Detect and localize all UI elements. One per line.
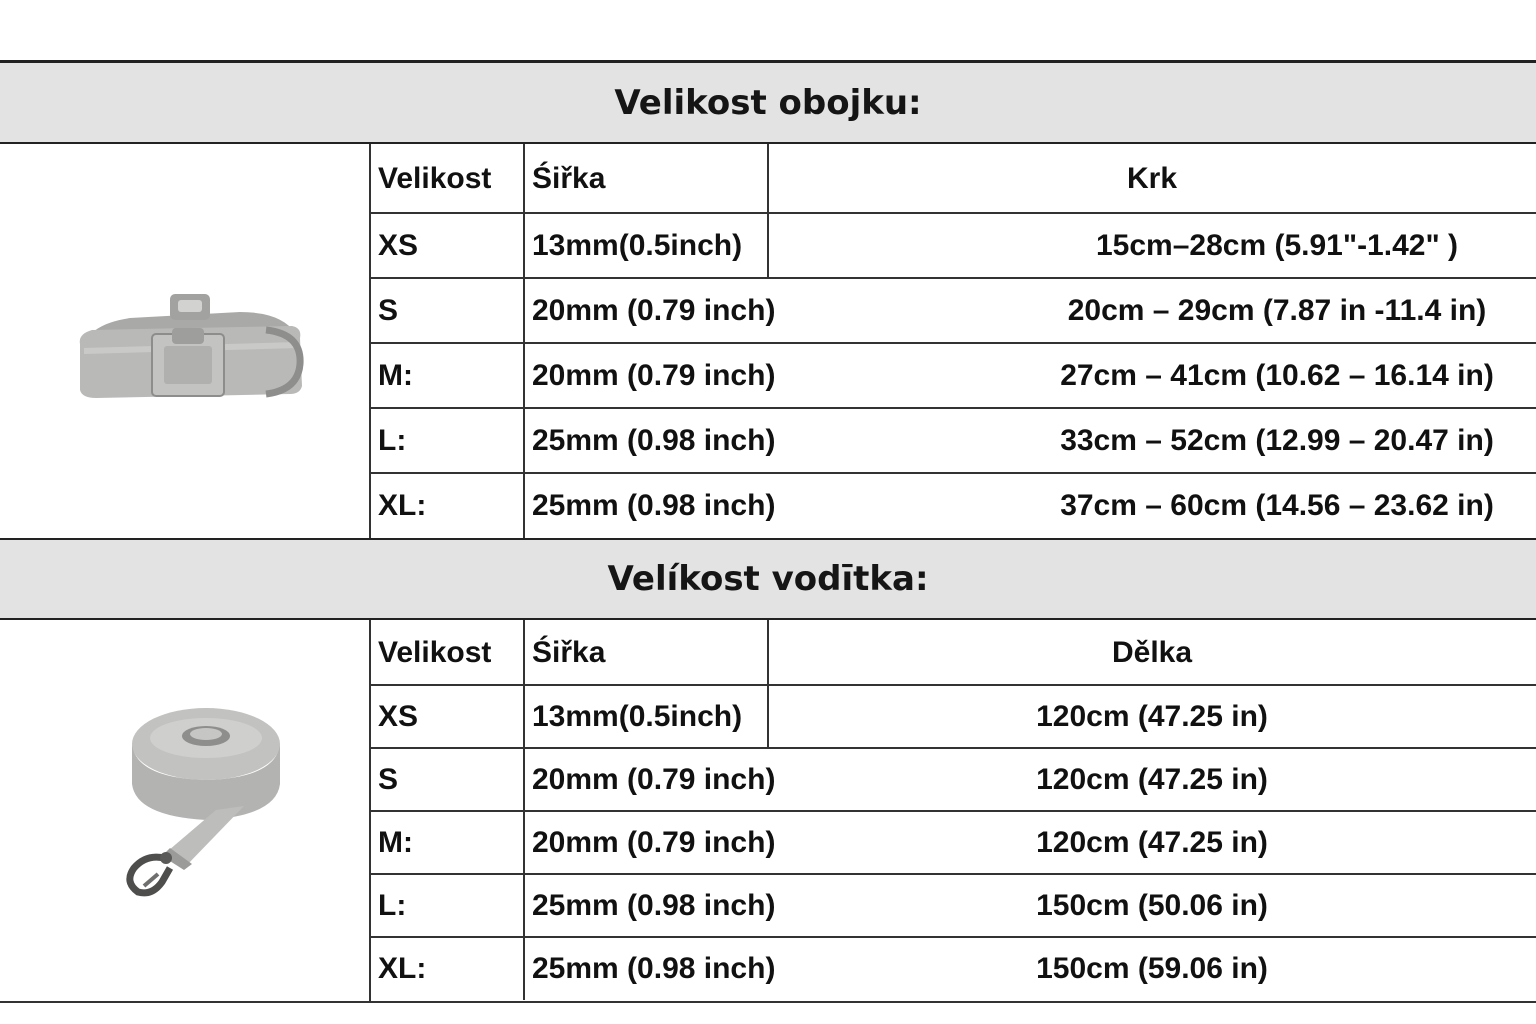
leash-size-table	[371, 620, 1536, 1002]
leash-row-4-measure: 150cm (59.06 in)	[1036, 951, 1268, 985]
leash-row-divider	[371, 936, 1536, 938]
collar-row-4-width: 25mm (0.98 inch)	[532, 488, 776, 522]
leash-row-1-measure: 120cm (47.25 in)	[1036, 762, 1268, 796]
leash-col-divider-width	[767, 620, 769, 748]
collar-image-cell	[0, 144, 371, 538]
leash-header-width: Śiřka	[532, 635, 606, 669]
collar-col-divider-width	[767, 144, 769, 278]
leash-col-divider-size	[523, 620, 525, 1000]
leash-row-2-width: 20mm (0.79 inch)	[532, 825, 776, 859]
leash-row-divider	[371, 684, 1536, 686]
collar-size-title-text: Velikost obojku:	[614, 82, 922, 123]
leash-row-1-size: S	[378, 762, 399, 796]
leash-header-measure: Dělka	[1111, 635, 1193, 669]
leash-size-section-title	[0, 538, 1536, 620]
collar-header-measure: Krk	[1126, 161, 1178, 195]
dog-leash-image	[66, 698, 296, 898]
leash-row-4-width: 25mm (0.98 inch)	[532, 951, 776, 985]
leash-row-3-width: 25mm (0.98 inch)	[532, 888, 776, 922]
collar-row-1-size: S	[378, 293, 399, 327]
collar-row-4-measure: 37cm – 60cm (14.56 – 23.62 in)	[1060, 488, 1494, 522]
collar-size-section-title	[0, 60, 1536, 144]
collar-row-0-width: 13mm(0.5inch)	[532, 228, 743, 262]
collar-row-2-measure: 27cm – 41cm (10.62 – 16.14 in)	[1060, 358, 1494, 392]
collar-header-size: Velikost	[378, 161, 492, 195]
collar-row-3-size: L:	[378, 423, 407, 457]
collar-row-divider	[371, 277, 1536, 279]
collar-row-0-measure: 15cm–28cm (5.91"-1.42" )	[1095, 228, 1458, 262]
collar-row-4-size: XL:	[378, 488, 427, 522]
leash-row-divider	[371, 873, 1536, 875]
collar-row-2-width: 20mm (0.79 inch)	[532, 358, 776, 392]
collar-row-3-width: 25mm (0.98 inch)	[532, 423, 776, 457]
leash-row-2-measure: 120cm (47.25 in)	[1036, 825, 1268, 859]
collar-row-divider	[371, 407, 1536, 409]
leash-row-1-width: 20mm (0.79 inch)	[532, 762, 776, 796]
collar-row-divider	[371, 342, 1536, 344]
bottom-rule	[0, 1001, 1536, 1003]
leash-row-4-size: XL:	[378, 951, 427, 985]
leash-image-cell	[0, 620, 371, 1002]
leash-row-divider	[371, 810, 1536, 812]
leash-row-divider	[371, 747, 1536, 749]
collar-size-table	[371, 144, 1536, 538]
leash-size-title-text: Velíkost vodītka:	[607, 559, 929, 599]
leash-row-3-size: L:	[378, 888, 407, 922]
collar-row-divider	[371, 472, 1536, 474]
collar-row-1-width: 20mm (0.79 inch)	[532, 293, 776, 327]
leash-row-0-size: XS	[378, 699, 419, 733]
dog-collar-image	[70, 294, 310, 424]
collar-row-1-measure: 20cm – 29cm (7.87 in -11.4 in)	[1067, 293, 1487, 327]
collar-header-width: Śiřka	[532, 161, 606, 195]
leash-row-0-measure: 120cm (47.25 in)	[1036, 699, 1268, 733]
leash-row-2-size: M:	[378, 825, 413, 859]
collar-row-divider	[371, 212, 1536, 214]
leash-row-0-width: 13mm(0.5inch)	[532, 699, 743, 733]
leash-row-3-measure: 150cm (50.06 in)	[1036, 888, 1268, 922]
collar-col-divider-size	[523, 144, 525, 538]
collar-row-0-size: XS	[378, 228, 419, 262]
leash-header-size: Velikost	[378, 635, 492, 669]
collar-row-3-measure: 33cm – 52cm (12.99 – 20.47 in)	[1060, 423, 1494, 457]
collar-row-2-size: M:	[378, 358, 413, 392]
